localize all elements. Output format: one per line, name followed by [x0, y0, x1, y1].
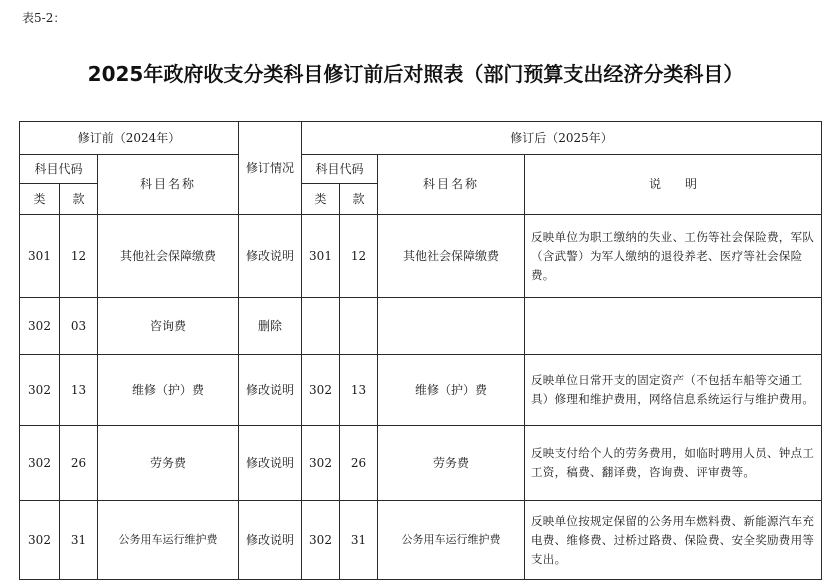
old-class-cell: 302: [20, 355, 60, 426]
new-class-cell: 301: [302, 215, 340, 298]
status-cell: 修改说明: [239, 501, 302, 580]
note-cell: [525, 298, 822, 355]
header-note: 说 明: [525, 155, 822, 215]
old-item-cell: 31: [60, 501, 98, 580]
header-before-group: 修订前（2024年）: [20, 122, 239, 155]
new-class-cell: [302, 298, 340, 355]
new-item-cell: 26: [340, 426, 378, 501]
new-name-cell: [378, 298, 525, 355]
status-cell: 修改说明: [239, 355, 302, 426]
old-name-cell: 劳务费: [98, 426, 239, 501]
status-cell: 删除: [239, 298, 302, 355]
old-class-cell: 301: [20, 215, 60, 298]
page-title: 2025年政府收支分类科目修订前后对照表（部门预算支出经济分类科目）: [87, 62, 744, 86]
header-old-code: 科目代码: [20, 155, 98, 184]
table-row: [20, 215, 822, 298]
status-cell: 修改说明: [239, 426, 302, 501]
old-item-cell: 13: [60, 355, 98, 426]
new-name-cell: 公务用车运行维护费: [378, 501, 525, 580]
header-old-name: 科目名称: [98, 155, 239, 215]
old-class-cell: 302: [20, 298, 60, 355]
header-old-item: 款: [60, 184, 98, 215]
old-name-cell: 维修（护）费: [98, 355, 239, 426]
new-name-cell: 劳务费: [378, 426, 525, 501]
header-new-item: 款: [340, 184, 378, 215]
new-item-cell: [340, 298, 378, 355]
new-class-cell: 302: [302, 426, 340, 501]
table-row: [20, 501, 822, 580]
header-new-code: 科目代码: [302, 155, 378, 184]
header-new-name: 科目名称: [378, 155, 525, 215]
header-old-class: 类: [20, 184, 60, 215]
header-new-class: 类: [302, 184, 340, 215]
table-row: [20, 426, 822, 501]
header-row-2: [20, 155, 822, 184]
new-name-cell: 其他社会保障缴费: [378, 215, 525, 298]
old-class-cell: 302: [20, 501, 60, 580]
table-row: [20, 298, 822, 355]
old-name-cell: 其他社会保障缴费: [98, 215, 239, 298]
header-revision: 修订情况: [239, 122, 302, 215]
comparison-table: [19, 121, 822, 580]
table-row: [20, 355, 822, 426]
old-name-cell: 公务用车运行维护费: [98, 501, 239, 580]
note-cell: 反映单位为职工缴纳的失业、工伤等社会保险费，军队（含武警）为军人缴纳的退役养老、医疗等社会保险费。: [525, 215, 822, 298]
note-cell: 反映单位日常开支的固定资产（不包括车船等交通工具）修理和维护费用，网络信息系统运行与维护费用。: [525, 355, 822, 426]
table-label: 表5-2：: [22, 11, 66, 25]
old-name-cell: 咨询费: [98, 298, 239, 355]
old-class-cell: 302: [20, 426, 60, 501]
status-cell: 修改说明: [239, 215, 302, 298]
header-row-1: [20, 122, 822, 155]
new-class-cell: 302: [302, 501, 340, 580]
new-item-cell: 12: [340, 215, 378, 298]
header-after-group: 修订后（2025年）: [302, 122, 822, 155]
old-item-cell: 12: [60, 215, 98, 298]
note-cell: 反映支付给个人的劳务费用，如临时聘用人员、钟点工工资，稿费、翻译费，咨询费、评审费等。: [525, 426, 822, 501]
note-cell: 反映单位按规定保留的公务用车燃料费、新能源汽车充电费、维修费、过桥过路费、保险费、安全奖励费用等支出。: [525, 501, 822, 580]
new-name-cell: 维修（护）费: [378, 355, 525, 426]
old-item-cell: 26: [60, 426, 98, 501]
new-class-cell: 302: [302, 355, 340, 426]
new-item-cell: 13: [340, 355, 378, 426]
old-item-cell: 03: [60, 298, 98, 355]
new-item-cell: 31: [340, 501, 378, 580]
